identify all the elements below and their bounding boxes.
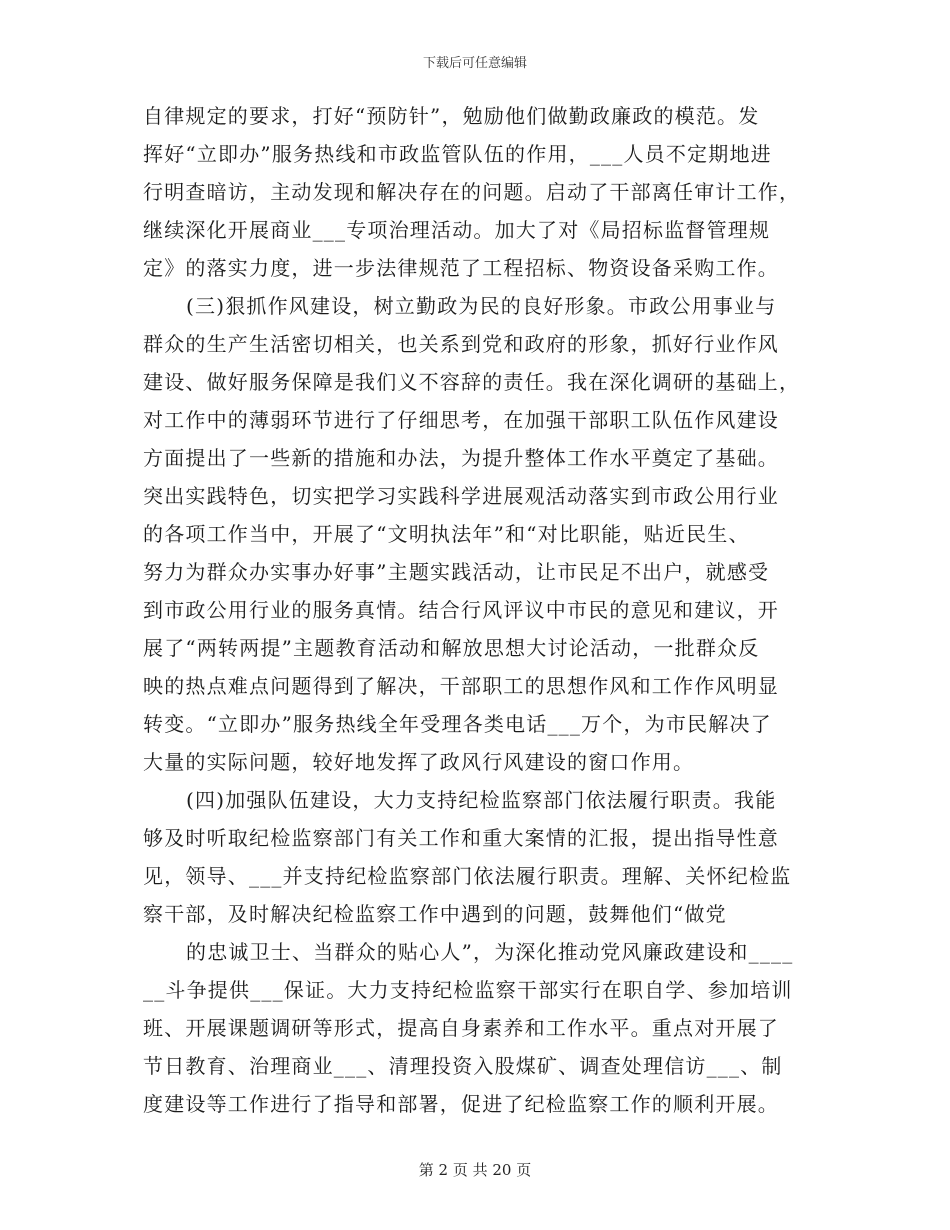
paragraph-start-line: 的忠诚卫士、当群众的贴心人”，为深化推动党风廉政建设和____ (186, 940, 794, 964)
text-line: 转变。“立即办”服务热线全年受理各类电话___万个，为市民解决了 (143, 712, 772, 736)
text-line: 群众的生产生活密切相关，也关系到党和政府的形象，抓好行业作风 (143, 332, 779, 356)
text-line: 方面提出了一些新的措施和办法，为提升整体工作水平奠定了基础。 (143, 446, 779, 470)
text-line: __斗争提供___保证。大力支持纪检监察干部实行在职自学、参加培训 (143, 978, 793, 1002)
text-line: 定》的落实力度，进一步法律规范了工程招标、物资设备采购工作。 (143, 256, 779, 280)
text-line: 展了“两转两提”主题教育活动和解放思想大讨论活动，一批群众反 (143, 636, 760, 660)
text-line: 继续深化开展商业___专项治理活动。加大了对《局招标监督管理规 (143, 218, 771, 242)
text-line: 映的热点难点问题得到了解决，干部职工的思想作风和工作作风明显 (143, 674, 779, 698)
text-line: 的各项工作当中，开展了“文明执法年”和“对比职能，贴近民生、 (143, 522, 750, 546)
paragraph-start-line: (四)加强队伍建设，大力支持纪检监察部门依法履行职责。我能 (186, 788, 777, 812)
text-line: 对工作中的薄弱环节进行了仔细思考，在加强干部职工队伍作风建设 (143, 408, 779, 432)
text-line: 察干部，及时解决纪检监察工作中遇到的问题，鼓舞他们“做党 (143, 902, 727, 926)
text-line: 节日教育、治理商业___、清理投资入股煤矿、调查处理信访___、制 (143, 1054, 783, 1078)
text-line: 到市政公用行业的服务真情。结合行风评议中市民的意见和建议，开 (143, 598, 779, 622)
text-line: 度建设等工作进行了指导和部署，促进了纪检监察工作的顺利开展。 (143, 1092, 779, 1116)
text-line: 行明查暗访，主动发现和解决存在的问题。启动了干部离任审计工作， (143, 180, 801, 204)
text-line: 见，领导、___并支持纪检监察部门依法履行职责。理解、关怀纪检监 (143, 864, 792, 888)
page-header: 下载后可任意编辑 (422, 56, 527, 71)
text-line: 挥好“立即办”服务热线和市政监管队伍的作用，___人员不定期地进 (143, 142, 772, 166)
text-line: 自律规定的要求，打好“预防针”，勉励他们做勤政廉政的模范。发 (143, 104, 760, 128)
text-line: 努力为群众办实事办好事”主题实践活动，让市民足不出户，就感受 (143, 560, 770, 584)
text-line: 突出实践特色，切实把学习实践科学进展观活动落实到市政公用行业 (143, 484, 779, 508)
text-line: 班、开展课题调研等形式，提高自身素养和工作水平。重点对开展了 (143, 1016, 779, 1040)
text-line: 够及时听取纪检监察部门有关工作和重大案情的汇报，提出指导性意 (143, 826, 779, 850)
text-line: 大量的实际问题，较好地发挥了政风行风建设的窗口作用。 (143, 750, 695, 774)
paragraph-start-line: (三)狠抓作风建设，树立勤政为民的良好形象。市政公用事业与 (186, 294, 777, 318)
text-line: 建设、做好服务保障是我们义不容辞的责任。我在深化调研的基础上， (143, 370, 801, 394)
page-footer: 第 2 页 共 20 页 (418, 1161, 532, 1179)
